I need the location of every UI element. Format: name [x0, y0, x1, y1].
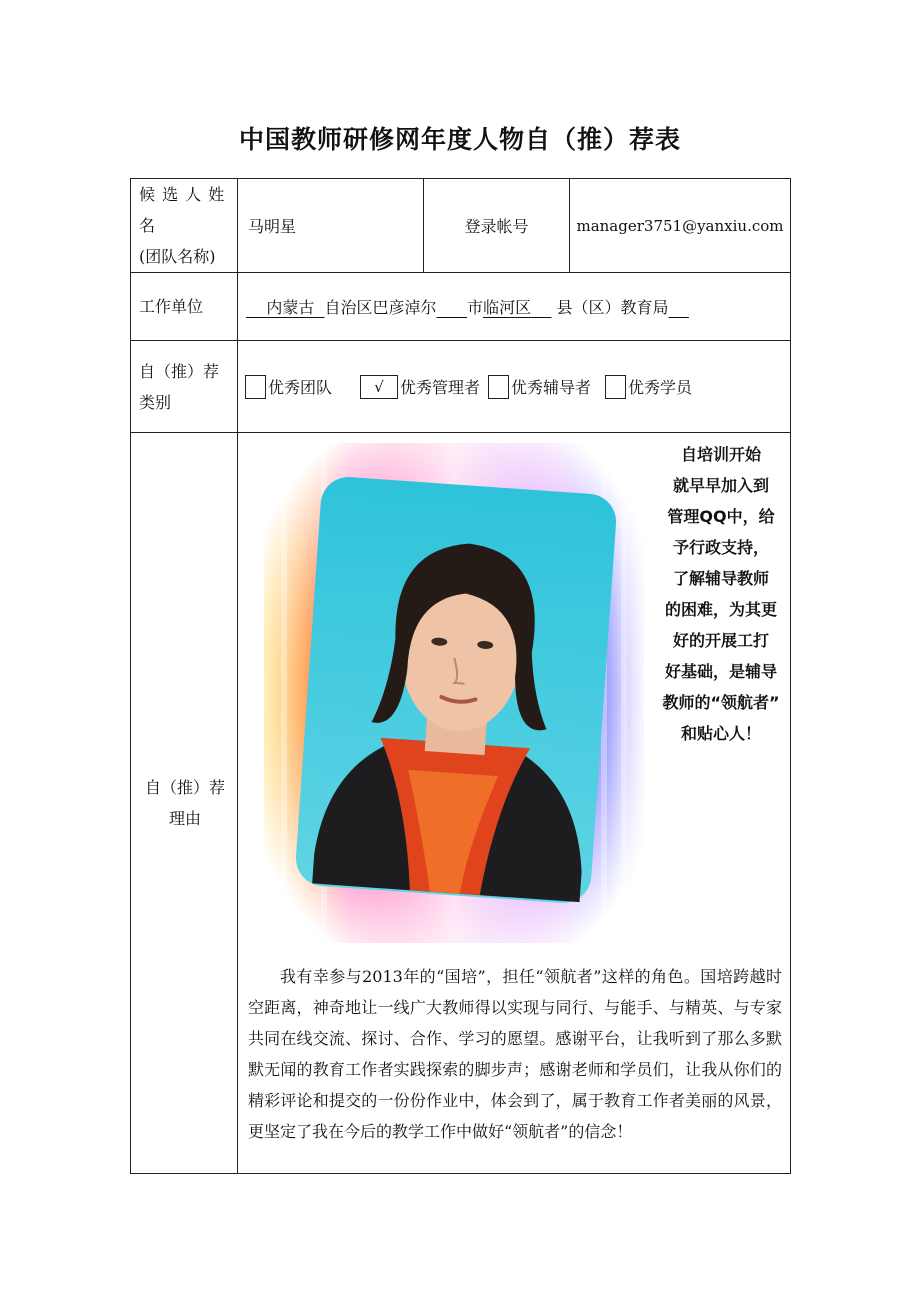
reason-label-line: 理由 — [168, 809, 201, 828]
candidate-label-line: 名 — [139, 216, 156, 235]
category-label — [131, 341, 238, 433]
category-label-line: 类别 — [139, 392, 172, 412]
reason-content — [238, 433, 791, 1174]
portrait-image — [264, 443, 644, 943]
account-value: manager3751@yanxiu.com — [570, 179, 791, 273]
quote-line: 好基础，是辅导 — [664, 662, 777, 681]
quote-line: 的困难，为其更 — [664, 600, 777, 619]
reason-row — [131, 433, 791, 1174]
candidate-label-line: 候 选 人 姓 — [139, 185, 226, 204]
category-label-line: 自（推）荐 — [139, 361, 220, 381]
reason-label — [131, 433, 238, 1174]
option-label-tutor: 优秀辅导者 — [511, 378, 592, 397]
quote-line: 和贴心人！ — [680, 724, 761, 743]
option-label-manager: 优秀管理者 — [400, 378, 481, 397]
quote-line: 就早早加入到 — [672, 476, 769, 495]
unit-label: 工作单位 — [131, 273, 238, 341]
candidate-photo — [264, 443, 644, 943]
checkbox-team[interactable] — [245, 375, 266, 399]
reason-label-line: 自（推）荐 — [144, 778, 225, 797]
bureau-suffix: 县（区）教育局 — [556, 298, 669, 317]
account-label: 登录帐号 — [424, 179, 570, 273]
option-label-team: 优秀团队 — [268, 378, 333, 397]
option-label-student: 优秀学员 — [628, 378, 693, 397]
page-title: 中国教师研修网年度人物自（推）荐表 — [238, 125, 681, 154]
candidate-row — [131, 179, 791, 273]
unit-row — [131, 273, 791, 341]
unit-value — [238, 273, 791, 341]
candidate-name-value: 马明星 — [238, 179, 424, 273]
quote-line: 自培训开始 — [680, 445, 761, 464]
city-suffix: 市 — [467, 298, 484, 317]
region-suffix: 自治区巴彦淖尔 — [324, 298, 437, 317]
province-field: 内蒙古 — [266, 298, 315, 317]
county-field: 临河区 — [483, 298, 532, 317]
candidate-label-line: (团队名称) — [139, 247, 216, 266]
reason-paragraph: 我有幸参与2013年的“国培”，担任“领航者”这样的角色。国培跨越时空距离，神奇地让一线广大教师得以实现与同行、与能手、与精英、与专家共同在线交流、探讨、合作、学习的愿望。感谢平台，让我听到了那么多默默无闻的教育工作者实践探索的脚步声；感谢老师和学员们，让我从你们的精彩评论和提交的一份份作业中，体会到了，属于教育工作者美丽的风景，更坚定了我在今后的教学工作中做好“领航者”的信念！ — [248, 967, 782, 1141]
quote-line: 管理QQ中，给 — [667, 507, 775, 526]
nomination-form — [130, 178, 791, 1174]
candidate-name-label — [131, 179, 238, 273]
quote-line: 予行政支持， — [672, 538, 769, 557]
quote-line: 了解辅导教师 — [672, 569, 769, 588]
quote-line: 好的开展工打 — [672, 631, 769, 650]
category-options — [238, 341, 791, 433]
checkbox-student[interactable] — [605, 375, 626, 399]
checkbox-manager[interactable]: √ — [360, 375, 398, 399]
highlight-quote — [646, 439, 796, 749]
checkbox-tutor[interactable] — [488, 375, 509, 399]
category-row — [131, 341, 791, 433]
quote-line: 教师的“领航者” — [662, 693, 780, 712]
